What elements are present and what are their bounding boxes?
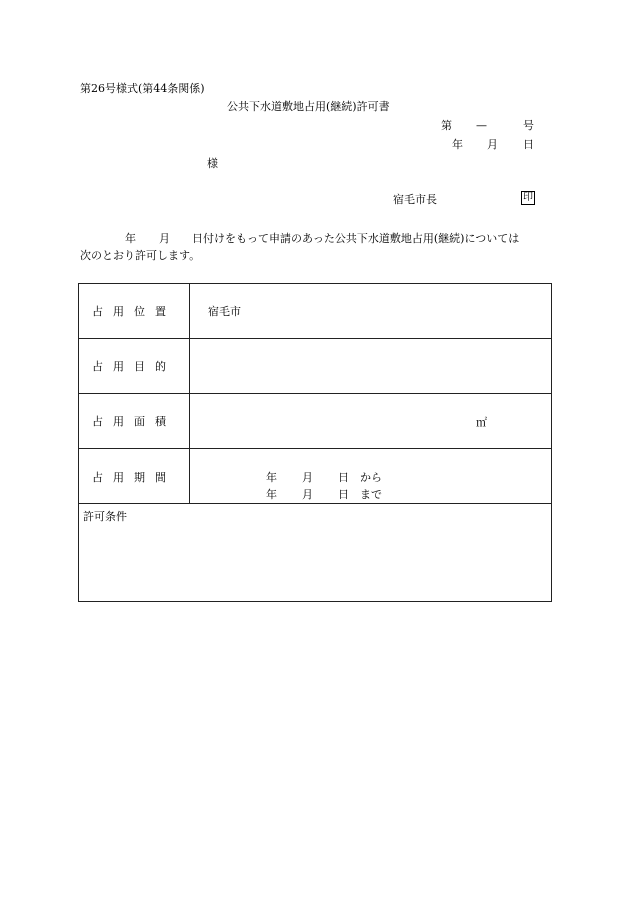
statement-month: 月 <box>159 232 170 245</box>
period-label: 占用期間 <box>79 449 190 504</box>
permit-statement <box>80 230 560 264</box>
table-row-conditions <box>79 504 552 602</box>
period-from-year: 年 <box>266 471 277 484</box>
period-from <box>190 469 551 486</box>
purpose-value <box>190 339 552 394</box>
permit-table <box>78 283 552 602</box>
period-to-suffix: まで <box>360 488 382 501</box>
period-value <box>190 449 552 504</box>
form-number: 第26号様式(第44条関係) <box>80 82 205 95</box>
period-from-suffix: から <box>360 471 382 484</box>
table-row-period <box>79 449 552 504</box>
statement-line1: 日付けをもって申請のあった公共下水道敷地占用(継続)については <box>192 232 520 245</box>
issue-date-year: 年 <box>452 138 463 151</box>
area-label: 占用面積 <box>79 394 190 449</box>
recipient-honorific: 様 <box>207 157 218 170</box>
issue-number-dai: 第 <box>441 119 452 132</box>
period-from-month: 月 <box>302 471 313 484</box>
purpose-label: 占用目的 <box>79 339 190 394</box>
table-row-location <box>79 284 552 339</box>
issue-number-go: 号 <box>523 119 534 132</box>
area-value <box>190 394 552 449</box>
statement-year: 年 <box>125 232 136 245</box>
period-to-year: 年 <box>266 488 277 501</box>
location-value: 宿毛市 <box>190 284 552 339</box>
period-to-day: 日 <box>338 488 349 501</box>
seal-mark: 印 <box>523 192 533 203</box>
period-to-month: 月 <box>302 488 313 501</box>
period-from-day: 日 <box>338 471 349 484</box>
table-row-purpose <box>79 339 552 394</box>
issuer-name: 宿毛市長 <box>393 193 437 206</box>
table-row-area <box>79 394 552 449</box>
document-title: 公共下水道敷地占用(継続)許可書 <box>227 100 390 113</box>
statement-line2: 次のとおり許可します。 <box>80 249 201 262</box>
issue-date-day: 日 <box>523 138 534 151</box>
area-unit: ㎡ <box>476 416 487 429</box>
issue-date-month: 月 <box>487 138 498 151</box>
issue-number-dash: — <box>476 119 487 132</box>
period-to <box>190 486 551 503</box>
conditions-label: 許可条件 <box>79 504 552 602</box>
location-label: 占用位置 <box>79 284 190 339</box>
